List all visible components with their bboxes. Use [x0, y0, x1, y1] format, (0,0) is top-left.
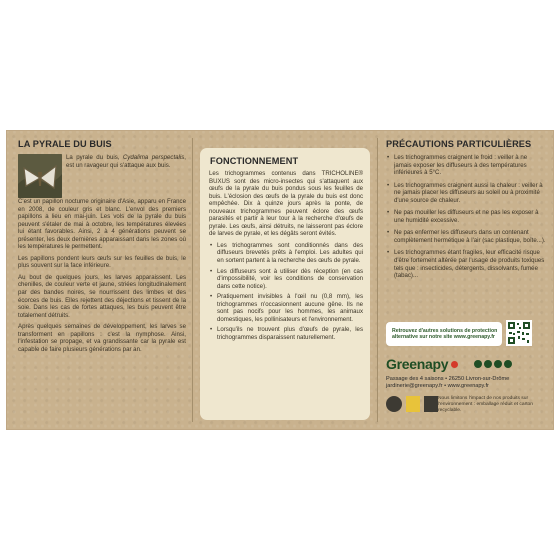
instagram-icon[interactable] — [484, 360, 492, 368]
promo-line2: alternative sur notre site www.greenapy.fr — [392, 334, 495, 340]
address-line1: Passage des 4 saisons • 26250 Livron-sur-Drôme — [386, 376, 510, 382]
list-item: • Les diffuseurs sont à utiliser dès réception (en cas d'impossibilité, voir les conditions de conservation dans cette notice). — [217, 268, 363, 291]
column-fonctionnement — [192, 130, 375, 430]
facebook-icon[interactable] — [474, 360, 482, 368]
address-line2: jardinerie@greenapy.fr • www.greenapy.fr — [386, 383, 489, 389]
pyrale-p4: Au bout de quelques jours, les larves apparaissent. Les chenilles, de couleur verte et jaune, striées longitudinalement par des bandes noires, se nourrissent des limbes et des écorces de buis. Elles rejettent des déjections et tissent de la soie. Dans les cas de fortes attaques, les buis peuvent être totalement détruits. — [18, 273, 186, 319]
fonctionnement-intro: Les trichogrammes contenus dans TRICHOLINE® BUXUS sont des micro-insectes qui s'attaquent aux œufs de la pyrale du buis pondus sous les feuilles de buis. L'éclosion des œufs de la pyrale du buis est donc empêchée. Dix à quinze jours après la ponte, de nouveaux trichogrammes peuvent éclore des œufs parasités et partir à leur tour à la recherche d'œufs de pyrale. Les œufs, ainsi détruits, ne laisseront pas éclore de larves de pyrale, et les dégâts seront évités. — [209, 170, 363, 238]
website-promo-box — [386, 322, 502, 346]
recycling-logo-icon — [386, 396, 402, 412]
fonctionnement-panel — [200, 148, 370, 420]
list-item: • Ne pas mouiller les diffuseurs et ne pas les exposer à une humidité excessive. — [394, 209, 546, 224]
list-item: • Ne pas enfermer les diffuseurs dans un contenant complètement hermétique à l'air (sac plastique, boîte...). — [394, 229, 546, 244]
apple-icon — [451, 361, 458, 368]
certification-logos — [386, 396, 438, 412]
pyrale-text — [18, 154, 186, 357]
brand-name: Greenapy — [386, 356, 449, 372]
pyrale-p5: Après quelques semaines de développement, les larves se transforment en papillons : c'est la nymphose. Ainsi, l'infestation se propage, et va grandissante car la pyrale est capable de faire plusieurs générations par an. — [18, 323, 186, 353]
pyrale-p3: Les papillons pondent leurs œufs sur les feuilles de buis, le plus souvent sur la face inférieure. — [18, 254, 186, 270]
promo-site-link[interactable]: www.greenapy.fr — [453, 334, 495, 340]
pyrale-p2: C'est un papillon nocturne originaire d'Asie, apparu en France en 2008, de couleur gris et blanc. L'envol des premiers papillons a lieu en mai-juin. Les vols de la pyrale du buis peuvent s'étaler de mai à octobre, les températures élevées lui étant favorables. Ainsi, 2 à 4 générations peuvent se présenter, les deux dernières apparaissant dans les zones où les températures le permettent. — [18, 198, 186, 251]
list-item: • Pratiquement invisibles à l'œil nu (0,8 mm), les trichogrammes n'occasionnent aucune gêne. Ils ne sont pas nocifs pour les hommes, les animaux domestiques, les pollinisateurs et l'environnement. — [217, 293, 363, 323]
brand-logo — [386, 356, 458, 372]
moth-photo-icon — [18, 154, 62, 198]
company-address — [386, 376, 546, 390]
section-title-precautions: PRÉCAUTIONS PARTICULIÈRES — [386, 139, 532, 149]
youtube-icon[interactable] — [504, 360, 512, 368]
list-item: • Les trichogrammes sont conditionnés dans des diffuseurs brevetés prêts à l'emploi. Les adultes qui en sortent partent à la recherche des œufs de pyrale. — [217, 242, 363, 265]
list-item: • Les trichogrammes craignent le froid : veiller à ne jamais exposer les diffuseurs à des températures inférieures à 5°C. — [394, 154, 546, 177]
precautions-list — [386, 154, 546, 280]
list-item: • Les trichogrammes craignent aussi la chaleur : veiller à ne jamais placer les diffuseurs au soleil ou à proximité d'une source de chaleur. — [394, 182, 546, 205]
sorting-info-icon — [424, 396, 438, 412]
column-precautions — [378, 130, 554, 430]
social-links — [474, 360, 512, 368]
section-title-pyrale: LA PYRALE DU BUIS — [18, 139, 112, 149]
pinterest-icon[interactable] — [494, 360, 502, 368]
section-title-fonctionnement: FONCTIONNEMENT — [210, 156, 299, 166]
product-label — [6, 130, 554, 430]
qr-code-icon[interactable] — [506, 320, 532, 346]
fonctionnement-list — [209, 242, 363, 342]
environment-note: Nous limitons l'impact de nos produits sur l'environnement : emballage réduit et carton recyclable. — [438, 396, 533, 414]
column-pyrale — [6, 130, 189, 430]
pyrale-p1: La pyrale du buis, Cydalima perspectalis, est un ravageur qui s'attaque aux buis. — [66, 154, 186, 169]
triman-logo-icon — [406, 396, 420, 412]
list-item: • Les trichogrammes étant fragiles, leur efficacité risque d'être fortement altérée par l'usage de produits toxiques tels que : insecticides, détergents, dissolvants, fumée (tabac)... — [394, 249, 546, 279]
list-item: • Lorsqu'ils ne trouvent plus d'œufs de pyrale, les trichogrammes disparaissent naturellement. — [217, 326, 363, 341]
promo-line1: Retrouvez d'autres solutions de protection — [392, 327, 498, 334]
